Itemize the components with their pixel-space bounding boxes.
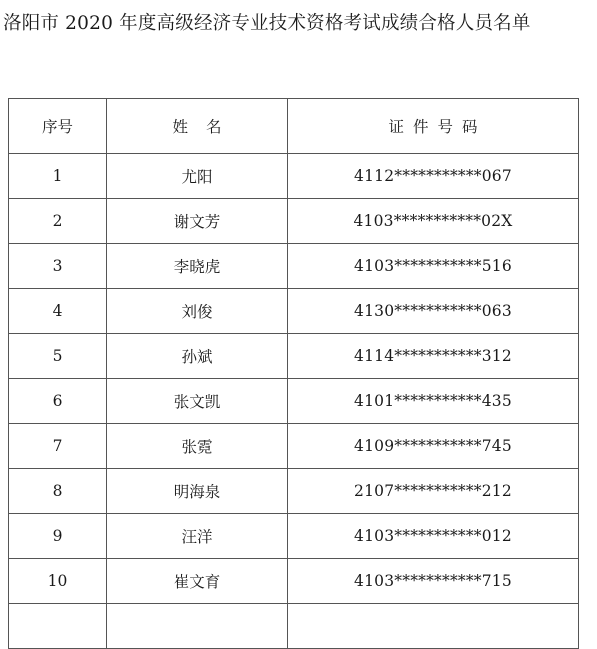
- cell-seq: 3: [9, 244, 107, 289]
- cell-id-number: 4112***********067: [288, 154, 579, 199]
- table-row: [9, 604, 579, 649]
- table-row: [9, 379, 579, 424]
- cell-seq: 4: [9, 289, 107, 334]
- header-name: 姓名: [107, 99, 288, 154]
- cell-seq: 9: [9, 514, 107, 559]
- cell-id-number: 4109***********745: [288, 424, 579, 469]
- cell-name: 孙斌: [107, 334, 288, 379]
- table-row: [9, 199, 579, 244]
- document-title: 洛阳市 2020 年度高级经济专业技术资格考试成绩合格人员名单: [3, 13, 531, 34]
- table-body: [9, 154, 579, 649]
- cell-name: 谢文芳: [107, 199, 288, 244]
- cell-seq: 7: [9, 424, 107, 469]
- cell-id-number: 4114***********312: [288, 334, 579, 379]
- header-seq: 序号: [9, 99, 107, 154]
- table-row: [9, 154, 579, 199]
- cell-seq: 8: [9, 469, 107, 514]
- cell-id-number: [288, 604, 579, 649]
- cell-name: 李晓虎: [107, 244, 288, 289]
- table-row: [9, 244, 579, 289]
- table-row: [9, 469, 579, 514]
- table-row: [9, 559, 579, 604]
- cell-id-number: 4103***********012: [288, 514, 579, 559]
- cell-name: 崔文育: [107, 559, 288, 604]
- cell-seq: 5: [9, 334, 107, 379]
- cell-id-number: 4103***********02X: [288, 199, 579, 244]
- cell-name: 张文凯: [107, 379, 288, 424]
- cell-id-number: 4103***********516: [288, 244, 579, 289]
- cell-name: 汪洋: [107, 514, 288, 559]
- table-row: [9, 424, 579, 469]
- table-row: [9, 334, 579, 379]
- cell-seq: 2: [9, 199, 107, 244]
- table-row: [9, 514, 579, 559]
- cell-id-number: 4101***********435: [288, 379, 579, 424]
- cell-id-number: 4103***********715: [288, 559, 579, 604]
- cell-name: 刘俊: [107, 289, 288, 334]
- cell-seq: 6: [9, 379, 107, 424]
- cell-id-number: 2107***********212: [288, 469, 579, 514]
- cell-name: 尤阳: [107, 154, 288, 199]
- cell-name: [107, 604, 288, 649]
- cell-seq: 1: [9, 154, 107, 199]
- cell-seq: 10: [9, 559, 107, 604]
- cell-name: 张霓: [107, 424, 288, 469]
- cell-id-number: 4130***********063: [288, 289, 579, 334]
- cell-seq: [9, 604, 107, 649]
- cell-name: 明海泉: [107, 469, 288, 514]
- qualified-candidates-table: [8, 98, 579, 649]
- table-row: [9, 289, 579, 334]
- table-header-row: [9, 99, 579, 154]
- header-id-number: 证件号码: [288, 99, 579, 154]
